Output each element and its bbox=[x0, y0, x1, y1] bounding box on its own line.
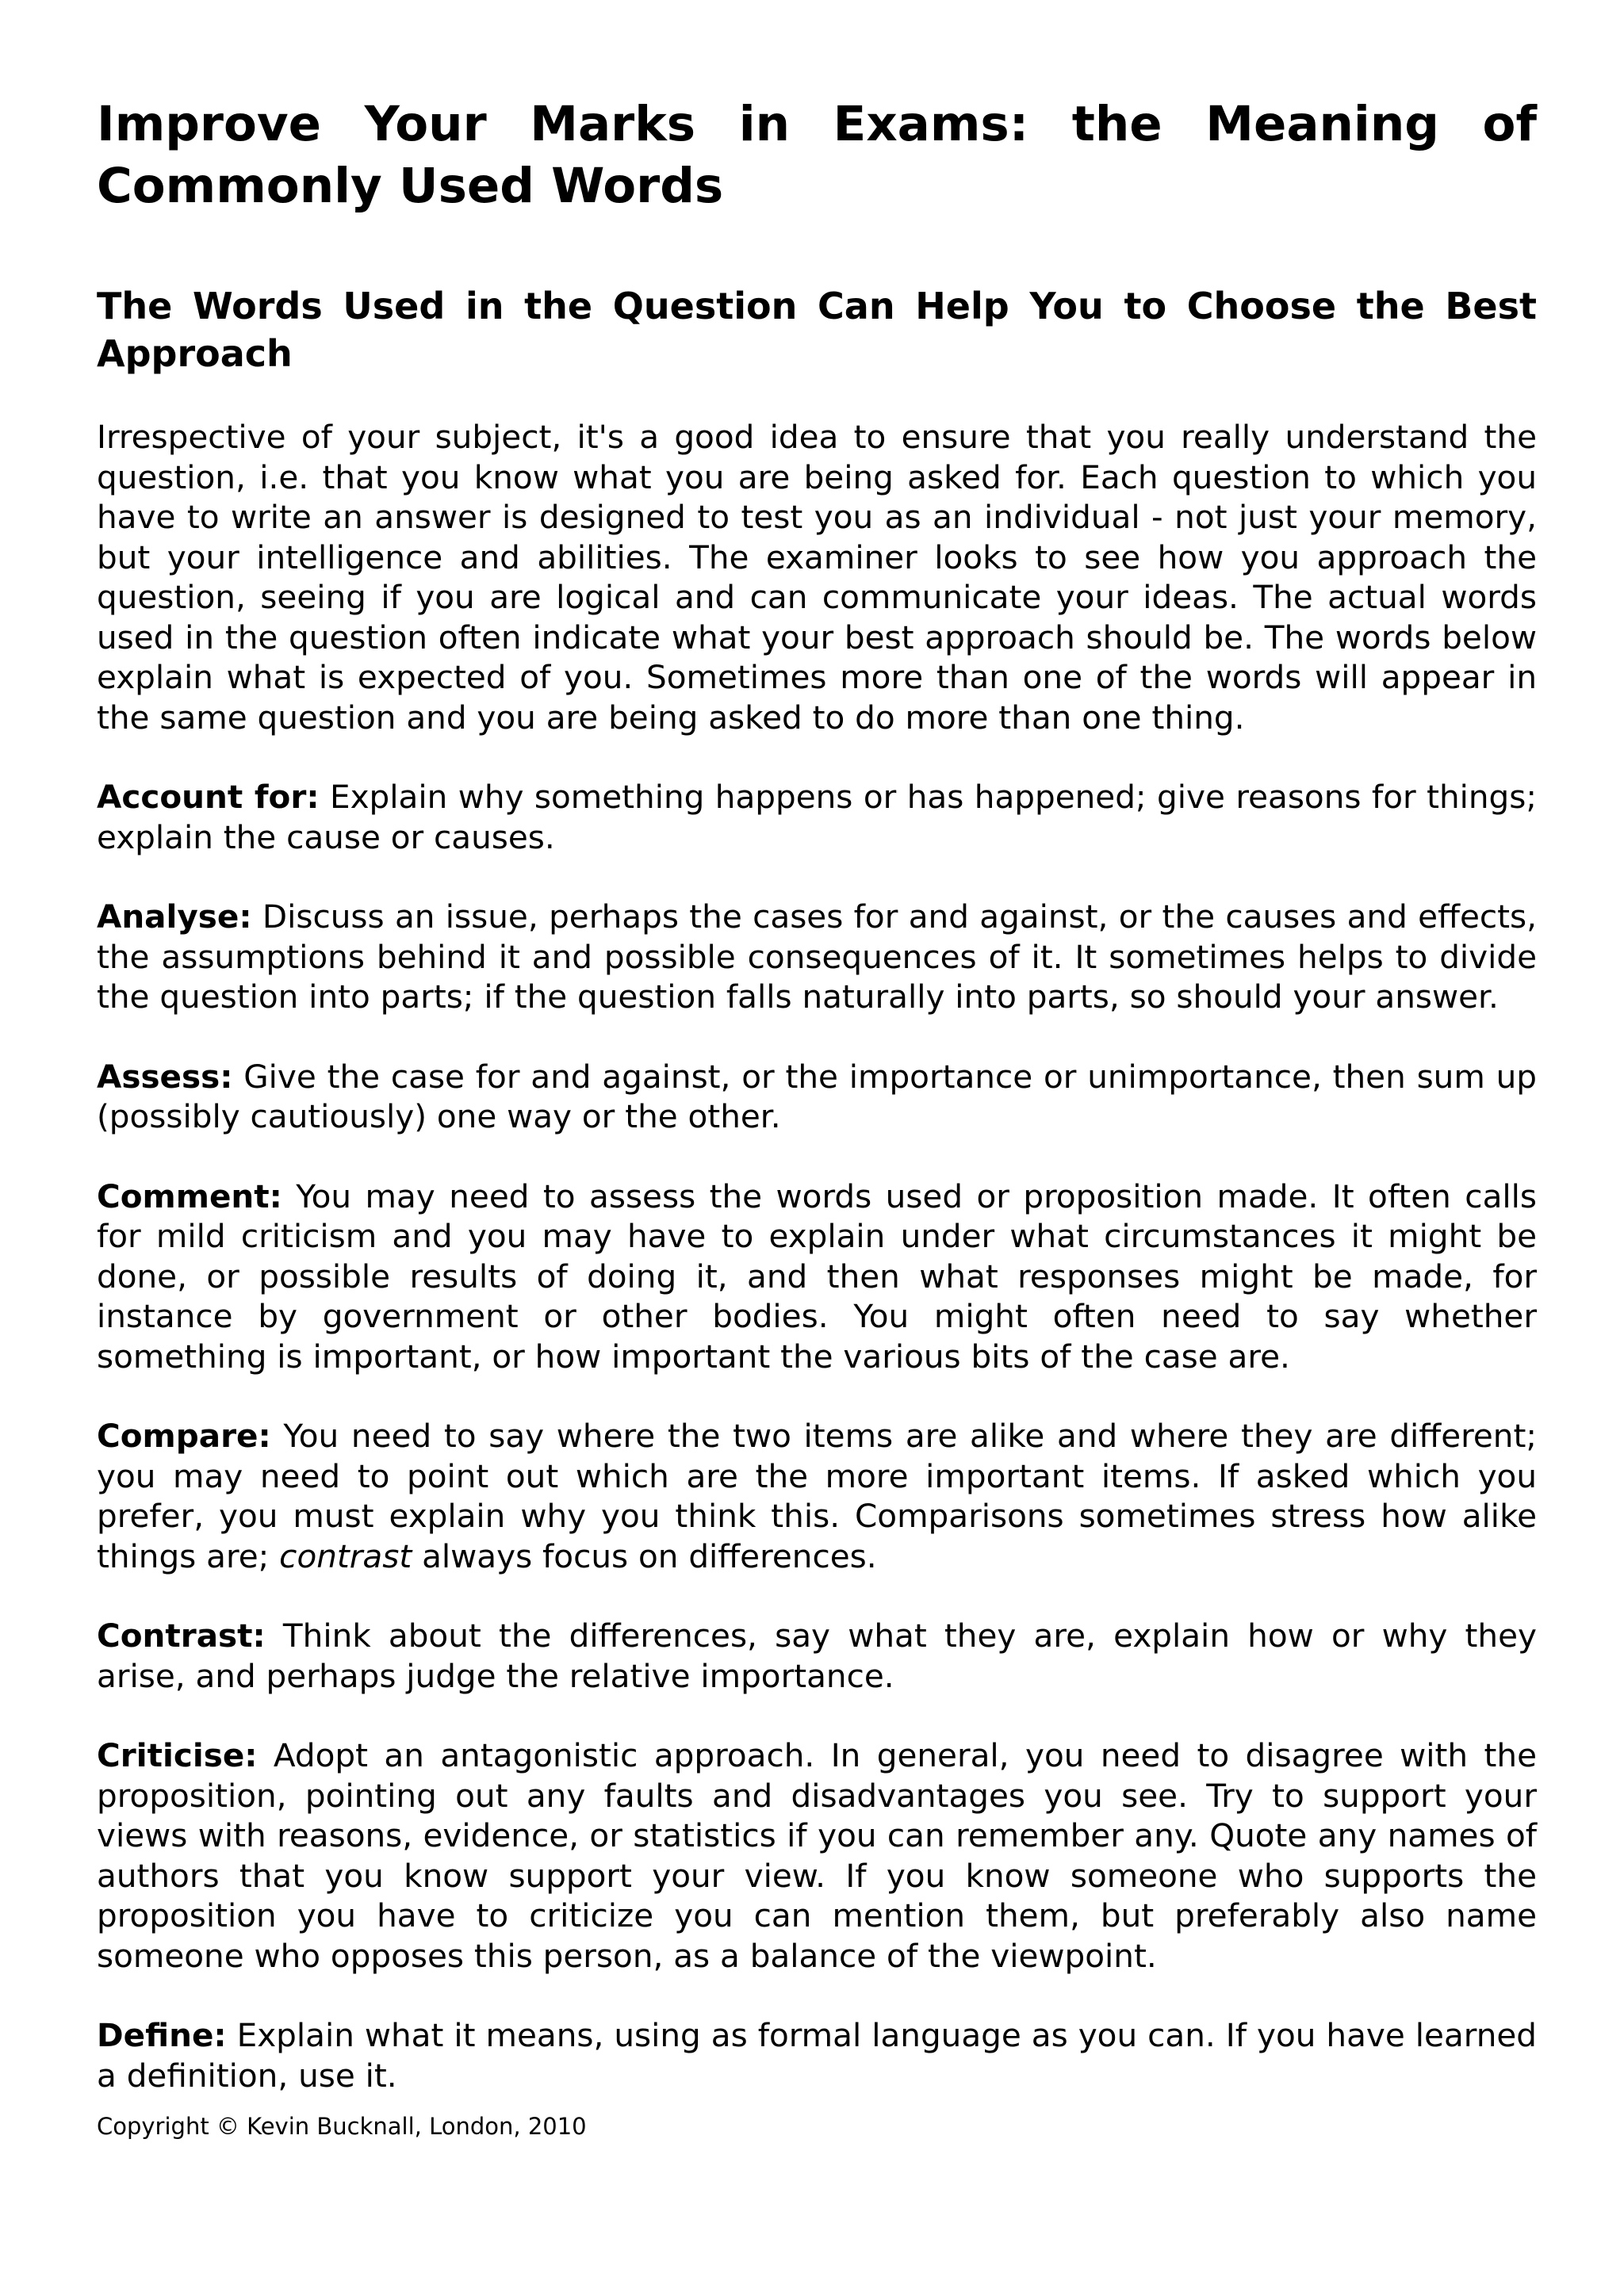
page-title: Improve Your Marks in Exams: the Meaning of Commonly Used Words bbox=[97, 96, 1537, 214]
term-label: Account for: bbox=[97, 778, 320, 816]
term-label: Criticise: bbox=[97, 1736, 258, 1774]
entry-compare bbox=[97, 1416, 1537, 1576]
term-definition: Give the case for and against, or the importance or unimportance, then sum up (possibly cautiously) one way or the other. bbox=[97, 1057, 1537, 1135]
entry-define bbox=[97, 2015, 1537, 2095]
term-definition: Explain why something happens or has happened; give reasons for things; explain the cause or causes. bbox=[97, 778, 1538, 856]
term-label: Comment: bbox=[97, 1177, 282, 1215]
entry-contrast bbox=[97, 1616, 1537, 1696]
term-label: Analyse: bbox=[97, 897, 252, 936]
copyright-notice: Copyright © Kevin Bucknall, London, 2010 bbox=[97, 2113, 587, 2140]
term-label: Compare: bbox=[97, 1417, 271, 1455]
entry-criticise bbox=[97, 1735, 1537, 1976]
term-definition: You need to say where the two items are alike and where they are different; you may need to point out which are the more important items. If asked which you prefer, you must explain why you think this. Comparisons sometimes stress how alike things are; bbox=[97, 1417, 1537, 1575]
entry-assess bbox=[97, 1057, 1537, 1137]
entry-account-for bbox=[97, 777, 1537, 857]
intro-paragraph: Irrespective of your subject, it's a good idea to ensure that you really understand the question, i.e. that you know what you are being asked for. Each question to which you have to write an answer is designed to test you as an individual - not just your memory, but your intelligence and abilities. The examiner looks to see how you approach the question, seeing if you are logical and can communicate your ideas. The actual words used in the question often indicate what your best approach should be. The words below explain what is expected of you. Sometimes more than one of the words will appear in the same question and you are being asked to do more than one thing. bbox=[97, 418, 1537, 737]
term-definition: Discuss an issue, perhaps the cases for and against, or the causes and effects, the assumptions behind it and possible consequences of it. It sometimes helps to divide the question into parts; if the question falls naturally into parts, so should your answer. bbox=[97, 897, 1537, 1016]
entry-analyse bbox=[97, 897, 1537, 1017]
section-heading: The Words Used in the Question Can Help You to Choose the Best Approach bbox=[97, 285, 1537, 375]
emphasis-contrast: contrast bbox=[279, 1536, 412, 1575]
term-definition: Think about the differences, say what they are, explain how or why they arise, and perhaps judge the relative importance. bbox=[97, 1617, 1537, 1695]
term-definition: You may need to assess the words used or proposition made. It often calls for mild criticism and you may have to explain under what circumstances it might be done, or possible results of doing it, and then what responses might be made, for instance by government or other bodies. You might often need to say whether something is important, or how important the various bits of the case are. bbox=[97, 1177, 1537, 1376]
term-definition: Adopt an antagonistic approach. In general, you need to disagree with the proposition, pointing out any faults and disadvantages you see. Try to support your views with reasons, evidence, or statistics if you can remember any. Quote any names of authors that you know support your view. If you know someone who supports the proposition you have to criticize you can mention them, but preferably also name someone who opposes this person, as a balance of the viewpoint. bbox=[97, 1736, 1537, 1975]
document-page bbox=[97, 94, 1537, 2095]
term-definition-end: always focus on differences. bbox=[412, 1536, 877, 1575]
term-label: Contrast: bbox=[97, 1617, 266, 1655]
term-definition: Explain what it means, using as formal language as you can. If you have learned a definition, use it. bbox=[97, 2016, 1537, 2095]
term-label: Define: bbox=[97, 2016, 227, 2054]
entry-comment bbox=[97, 1177, 1537, 1377]
term-label: Assess: bbox=[97, 1057, 233, 1096]
